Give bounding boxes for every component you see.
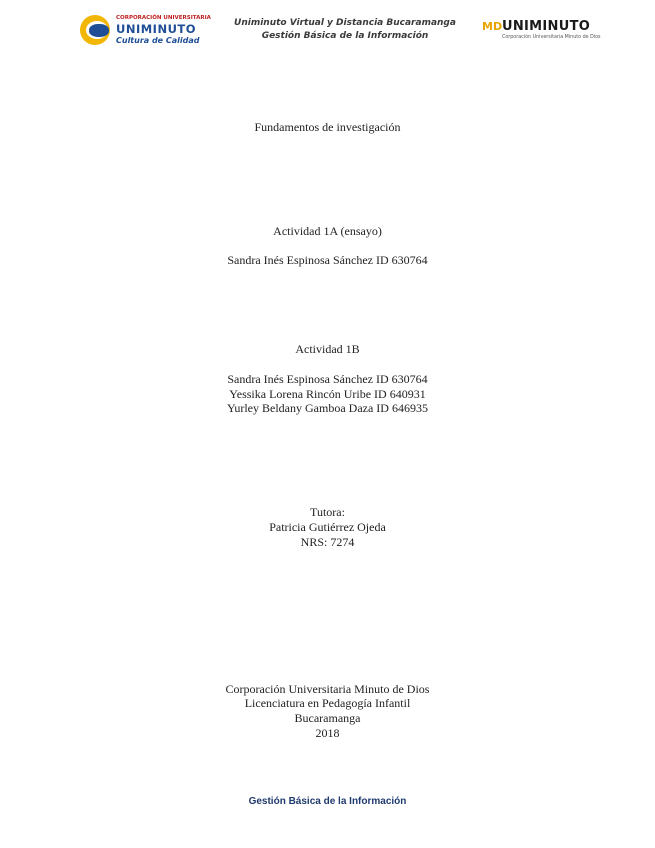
institution-name: Corporación Universitaria Minuto de Dios	[225, 682, 430, 696]
logo-tagline: Cultura de Calidad	[116, 36, 200, 45]
md-mark-icon: MD	[482, 20, 503, 33]
tutor-label: Tutora:	[310, 505, 345, 519]
city-name: Bucaramanga	[294, 711, 361, 725]
activity-1b-title: Actividad 1B	[295, 342, 360, 356]
activity-1b-author-1: Sandra Inés Espinosa Sánchez ID 630764	[227, 372, 428, 386]
logo-right-slogan: Corporación Universitaria Minuto de Dios	[502, 35, 601, 40]
course-title: Fundamentos de investigación	[254, 120, 401, 134]
uniminuto-logo-left	[80, 14, 216, 46]
nrs-code: NRS: 7274	[300, 535, 355, 549]
logo-right-name: UNIMINUTO	[502, 19, 591, 34]
tutor-name: Patricia Gutiérrez Ojeda	[269, 520, 386, 534]
header-line-2: Gestión Básica de la Información	[261, 31, 429, 41]
year: 2018	[315, 726, 340, 740]
uniminuto-ring-icon	[80, 15, 110, 45]
logo-top-text: CORPORACIÓN UNIVERSITARIA	[116, 15, 211, 21]
header-center-text	[220, 17, 470, 43]
activity-1a-author: Sandra Inés Espinosa Sánchez ID 630764	[227, 253, 428, 267]
program-name: Licenciatura en Pedagogía Infantil	[244, 696, 411, 710]
page-header	[0, 0, 655, 60]
activity-1a-title: Actividad 1A (ensayo)	[273, 224, 382, 238]
uniminuto-logo-right	[482, 19, 604, 43]
activity-1b-author-3: Yurley Beldany Gamboa Daza ID 646935	[227, 401, 428, 415]
page-footer: Gestión Básica de la Información	[248, 796, 407, 807]
activity-1b-author-2: Yessika Lorena Rincón Uribe ID 640931	[229, 387, 426, 401]
header-line-1: Uniminuto Virtual y Distancia Bucaramanga	[234, 18, 456, 28]
logo-name: UNIMINUTO	[116, 22, 197, 36]
